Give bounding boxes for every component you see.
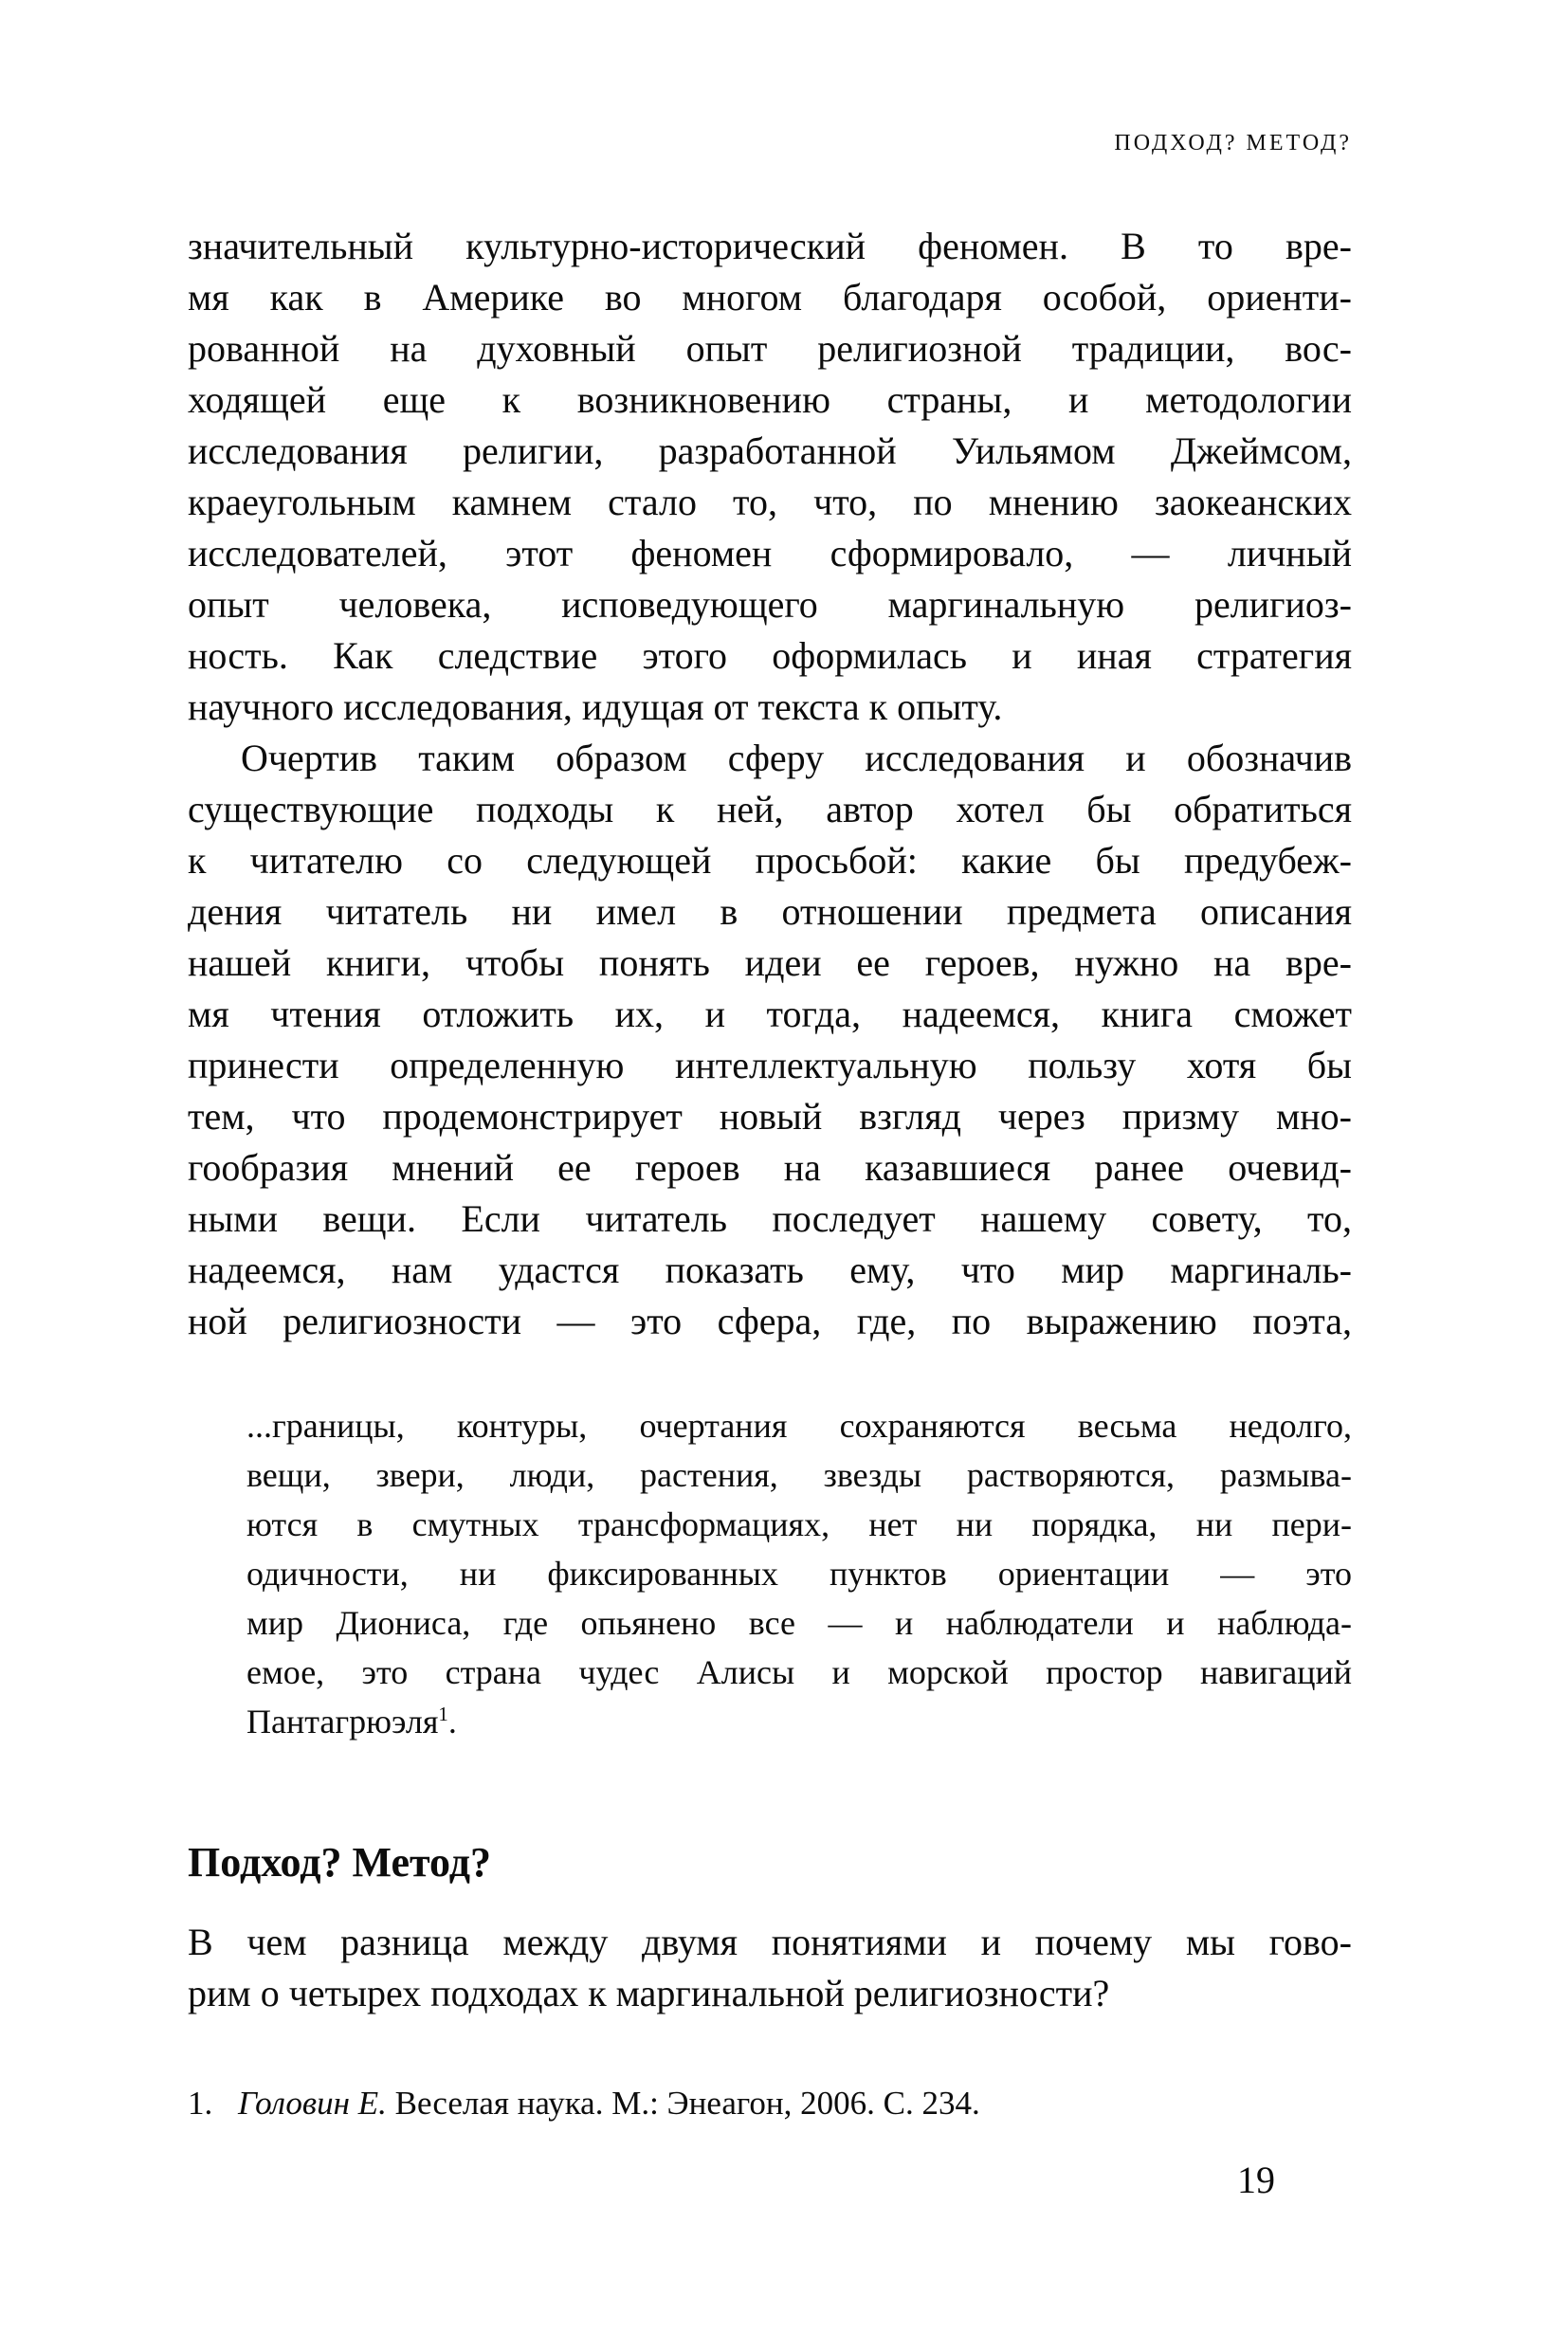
block-quote-lines: [246, 1401, 1352, 1697]
text-line: В чем разница между двумя понятиями и почему мы гово-: [188, 1921, 1352, 1963]
text-line: мя как в Америке во многом благодаря особой, ориенти-: [188, 276, 1352, 319]
text-line: мир Диониса, где опьянено все — и наблюдатели и наблюда-: [246, 1604, 1352, 1642]
text-line: мя чтения отложить их, и тогда, надеемся, книга сможет: [188, 993, 1352, 1035]
text-line: опыт человека, исповедующего маргинальную религиоз-: [188, 583, 1352, 626]
quote-last-text: Пантагрюэля: [246, 1703, 439, 1740]
body-paragraph-2: [188, 733, 1352, 1347]
text-line: нашей книги, чтобы понять идеи ее героев, нужно на вре-: [188, 941, 1352, 984]
running-header: ПОДХОД? МЕТОД?: [1114, 131, 1352, 155]
section-heading: Подход? Метод?: [188, 1839, 492, 1886]
text-line: вещи, звери, люди, растения, звезды растворяются, размыва-: [246, 1456, 1352, 1494]
text-line: емое, это страна чудес Алисы и морской простор навигаций: [246, 1653, 1352, 1691]
text-line: гообразия мнений ее героев на казавшиеся ранее очевид-: [188, 1146, 1352, 1189]
text-line: существующие подходы к ней, автор хотел бы обратиться: [188, 788, 1352, 830]
text-line: исследователей, этот феномен сформировало, — личный: [188, 532, 1352, 574]
text-line: научного исследования, идущая от текста к опыту.: [188, 685, 1003, 728]
text-line: к читателю со следующей просьбой: какие бы предубеж-: [188, 839, 1352, 882]
text-line: [246, 1697, 1352, 1746]
text-line: ются в смутных трансформациях, нет ни порядка, ни пери-: [246, 1505, 1352, 1543]
text-line: ...границы, контуры, очертания сохраняются весьма недолго,: [246, 1407, 1352, 1445]
footnote-author: Головин Е.: [238, 2085, 387, 2122]
section-paragraph: [188, 1917, 1352, 2019]
footnote-reference: 1: [438, 1703, 448, 1725]
text-line: значительный культурно-исторический феномен. В то вре-: [188, 225, 1352, 267]
text-line: принести определенную интеллектуальную пользу хотя бы: [188, 1044, 1352, 1086]
text-line: тем, что продемонстрирует новый взгляд через призму мно-: [188, 1095, 1352, 1138]
text-line: исследования религии, разработанной Уильямом Джеймсом,: [188, 429, 1352, 472]
footnote: [188, 2082, 1352, 2125]
text-line: ность. Как следствие этого оформилась и иная стратегия: [188, 634, 1352, 677]
text-line: ными вещи. Если читатель последует нашему совету, то,: [188, 1197, 1352, 1240]
block-quote: [246, 1401, 1352, 1746]
text-line: ходящей еще к возникновению страны, и методологии: [188, 378, 1352, 421]
text-line: рим о четырех подходах к маргинальной религиозности?: [188, 1972, 1110, 2014]
text-line: дения читатель ни имел в отношении предмета описания: [188, 890, 1352, 933]
text-line: рованной на духовный опыт религиозной традиции, вос-: [188, 327, 1352, 370]
body-paragraph-1: [188, 221, 1352, 733]
text-line: надеемся, нам удастся показать ему, что мир маргиналь-: [188, 1248, 1352, 1291]
footnote-number: 1.: [188, 2085, 213, 2122]
quote-last-period: .: [447, 1703, 457, 1740]
page-number: 19: [1237, 2159, 1275, 2201]
text-line: ной религиозности — это сфера, где, по выражению поэта,: [188, 1300, 1352, 1342]
text-line: Очертив таким образом сферу исследования и обозначив: [241, 737, 1352, 779]
footnote-text: Веселая наука. М.: Энеагон, 2006. С. 234.: [386, 2085, 980, 2122]
text-line: краеугольным камнем стало то, что, по мнению заокеанских: [188, 481, 1352, 523]
text-line: одичности, ни фиксированных пунктов ориентации — это: [246, 1555, 1352, 1593]
